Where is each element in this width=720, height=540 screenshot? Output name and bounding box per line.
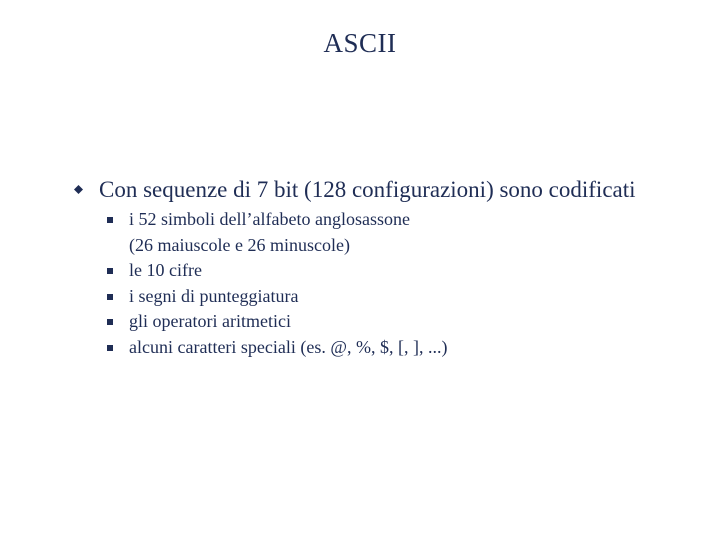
sub-bullet-text: i segni di punteggiatura (129, 285, 299, 306)
sub-bullet-text: i 52 simboli dell’alfabeto anglosassone (129, 209, 410, 229)
diamond-bullet-icon (74, 185, 83, 194)
square-bullet-icon (107, 217, 113, 223)
square-bullet-icon (107, 345, 113, 351)
sub-bullet-item (107, 335, 667, 361)
square-bullet-icon (107, 268, 113, 274)
sub-bullet-text: gli operatori aritmetici (129, 311, 291, 331)
sub-bullet-item (107, 284, 667, 310)
sub-bullet-item (107, 207, 667, 258)
square-bullet-icon (107, 294, 113, 300)
sub-bullet-list (107, 207, 667, 360)
sub-bullet-text-continued: (26 maiuscole e 26 minuscole) (129, 234, 350, 255)
square-bullet-icon (107, 319, 113, 325)
sub-bullet-item (107, 258, 667, 284)
sub-bullet-text: le 10 cifre (129, 260, 202, 280)
main-bullet-text: Con sequenze di 7 bit (128 configurazioni) sono codificati (99, 177, 636, 202)
sub-bullet-item (107, 309, 667, 335)
sub-bullet-text: alcuni caratteri speciali (es. @, %, $, [, ], ...) (129, 336, 448, 357)
slide-title: ASCII (323, 28, 397, 58)
